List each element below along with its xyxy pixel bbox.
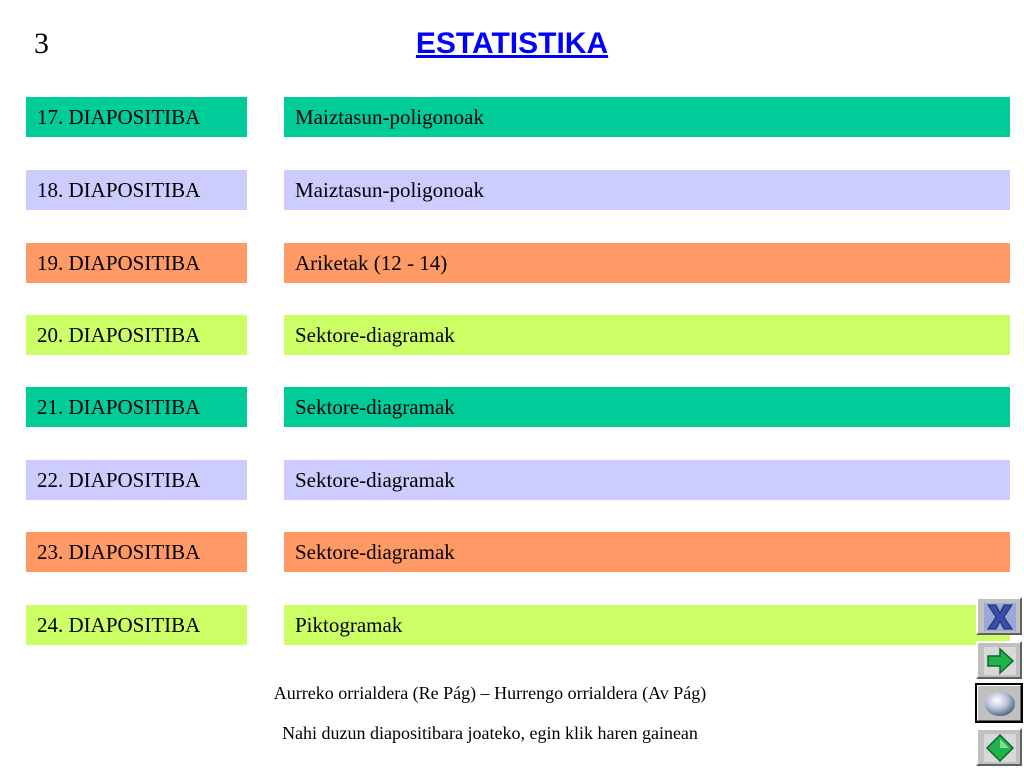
slide-link-22[interactable]: 22. DIAPOSITIBA — [26, 460, 247, 500]
current-view-button[interactable] — [976, 684, 1022, 722]
next-arrow-icon — [983, 646, 1017, 676]
slide-link-18[interactable]: 18. DIAPOSITIBA — [26, 170, 247, 210]
next-slide-button[interactable] — [976, 641, 1022, 679]
close-button[interactable] — [976, 597, 1022, 635]
page-navigation-hint: Aurreko orrialdera (Re Pág) – Hurrengo orrialdera (Av Pág) — [273, 683, 707, 703]
page-number: 3 — [34, 27, 49, 60]
topic-link-24[interactable]: Piktogramak — [284, 605, 1010, 645]
list-item — [0, 97, 1024, 137]
click-instruction: Nahi duzun diapositibara joateko, egin klik haren gainean — [282, 723, 698, 743]
topic-link-18[interactable]: Maiztasun-poligonoak — [284, 170, 1010, 210]
topic-link-21[interactable]: Sektore-diagramak — [284, 387, 1010, 427]
sphere-icon — [983, 689, 1017, 719]
slide-link-24[interactable]: 24. DIAPOSITIBA — [26, 605, 247, 645]
slide-link-23[interactable]: 23. DIAPOSITIBA — [26, 532, 247, 572]
slide-link-17[interactable]: 17. DIAPOSITIBA — [26, 97, 247, 137]
slide-link-20[interactable]: 20. DIAPOSITIBA — [26, 315, 247, 355]
topic-link-22[interactable]: Sektore-diagramak — [284, 460, 1010, 500]
home-button[interactable] — [976, 728, 1022, 766]
list-item — [0, 605, 1024, 645]
list-item — [0, 532, 1024, 572]
topic-link-17[interactable]: Maiztasun-poligonoak — [284, 97, 1010, 137]
list-item — [0, 315, 1024, 355]
topic-link-20[interactable]: Sektore-diagramak — [284, 315, 1010, 355]
list-item — [0, 170, 1024, 210]
page-title-link[interactable]: ESTATISTIKA — [415, 27, 609, 60]
list-item — [0, 387, 1024, 427]
list-item — [0, 243, 1024, 283]
slide-link-19[interactable]: 19. DIAPOSITIBA — [26, 243, 247, 283]
slide-link-21[interactable]: 21. DIAPOSITIBA — [26, 387, 247, 427]
topic-link-23[interactable]: Sektore-diagramak — [284, 532, 1010, 572]
topic-link-19[interactable]: Ariketak (12 - 14) — [284, 243, 1010, 283]
home-diamond-icon — [983, 733, 1017, 763]
list-item — [0, 460, 1024, 500]
close-x-icon — [983, 602, 1017, 632]
